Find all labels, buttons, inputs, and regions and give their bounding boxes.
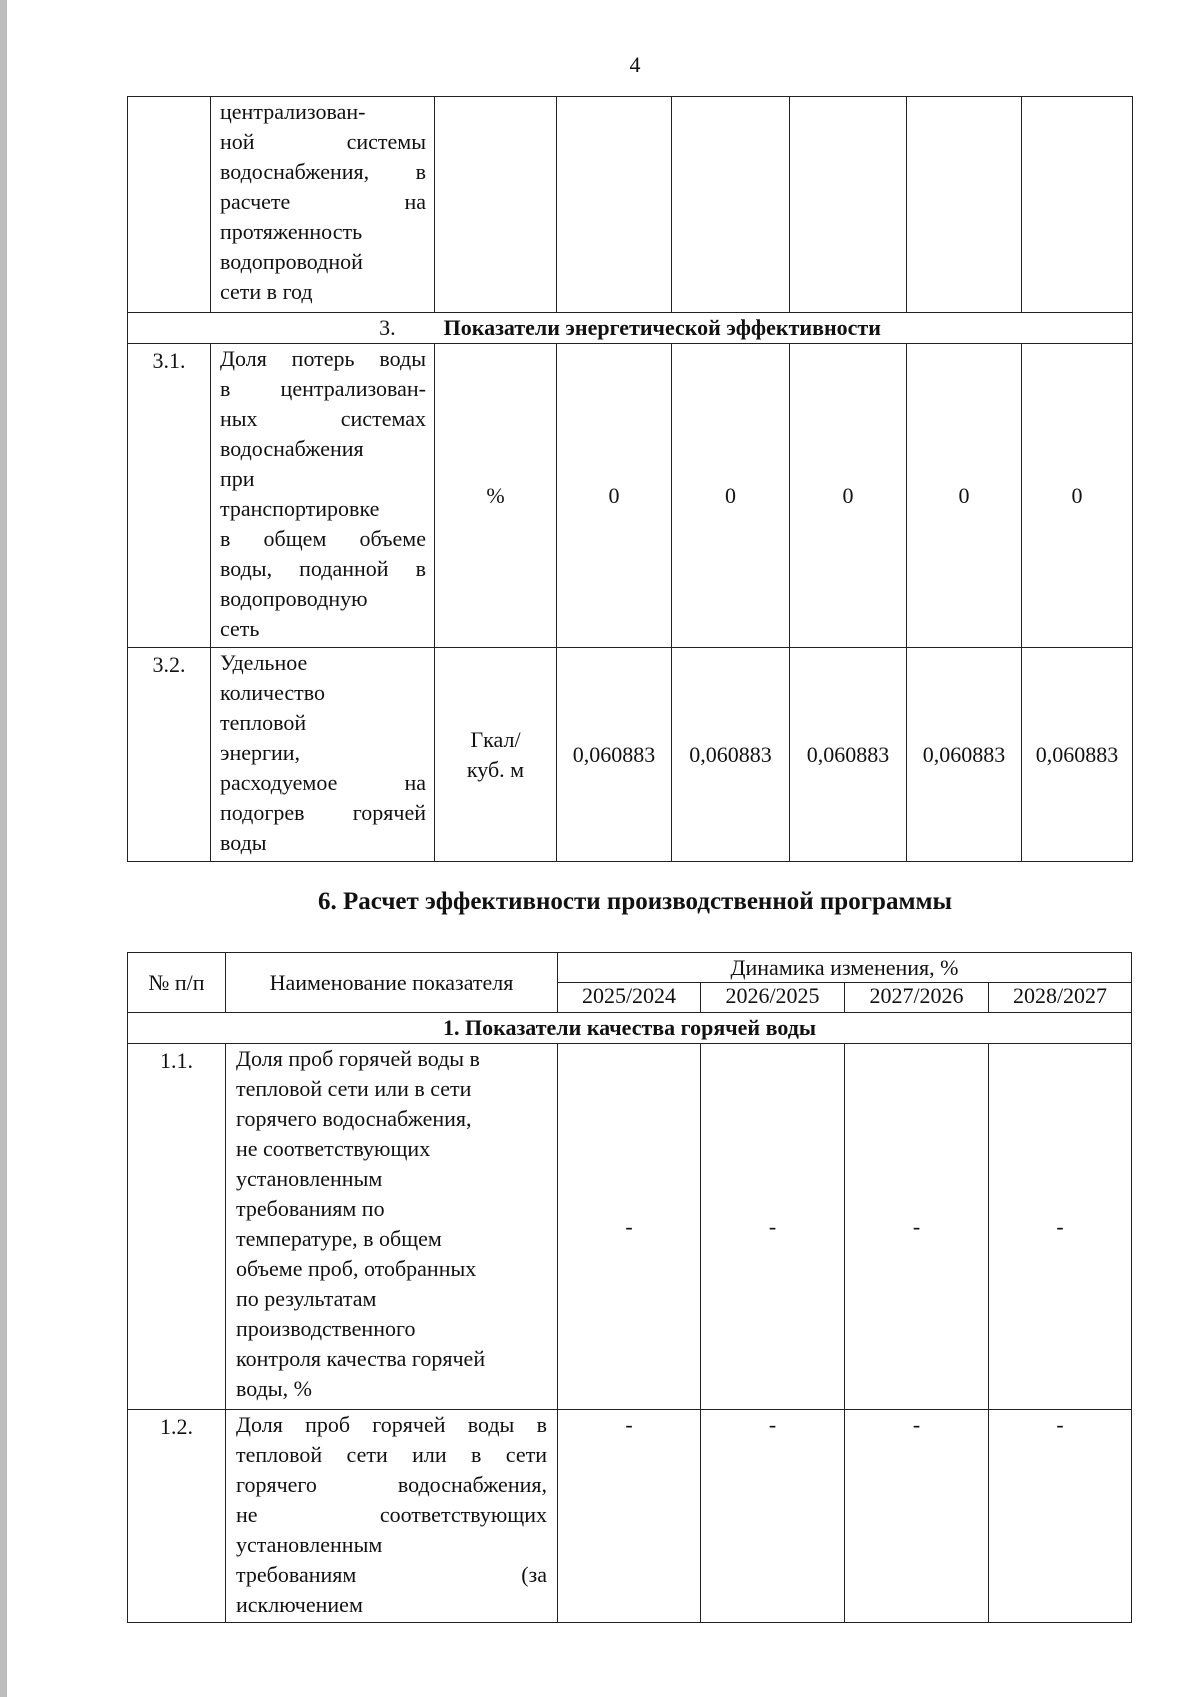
name-line: Удельное — [220, 650, 308, 675]
section-title — [128, 313, 1133, 344]
name-line: водопроводной — [220, 249, 363, 274]
name-line: тепловой сети или в сети — [236, 1076, 472, 1101]
column-header-number: № п/п — [128, 953, 226, 1013]
name-line: тепловой сети или в сети — [236, 1442, 547, 1467]
indicator-name-cell — [211, 97, 435, 313]
value-cell: 0,060883 — [907, 648, 1022, 862]
name-line: воды — [220, 830, 267, 855]
name-line: воды, поданной в — [220, 556, 426, 581]
row-number-cell — [128, 97, 211, 313]
name-line: Доля проб горячей воды в — [236, 1412, 547, 1437]
value-cell: - — [845, 1410, 989, 1623]
unit-cell — [435, 648, 557, 862]
value-cell — [907, 97, 1022, 313]
unit-cell: % — [435, 344, 557, 648]
column-header-year: 2028/2027 — [989, 983, 1132, 1013]
name-line: установленным — [236, 1166, 383, 1191]
name-line: централизован- — [220, 99, 366, 124]
efficiency-table — [127, 952, 1132, 1623]
value-cell: 0 — [672, 344, 790, 648]
indicator-name-cell — [226, 1044, 558, 1410]
column-header-year: 2027/2026 — [845, 983, 989, 1013]
row-number-cell: 3.1. — [128, 344, 211, 648]
name-line: по результатам — [236, 1286, 377, 1311]
indicator-name-cell — [226, 1410, 558, 1623]
name-line: водоснабжения — [220, 436, 364, 461]
name-line: при — [220, 466, 255, 491]
value-cell: 0,060883 — [557, 648, 672, 862]
section-title: 1. Показатели качества горячей воды — [128, 1013, 1132, 1044]
name-line: энергии, — [220, 740, 301, 765]
value-cell: 0,060883 — [1022, 648, 1133, 862]
name-line: ных системах — [220, 406, 426, 431]
name-line: воды, % — [236, 1376, 312, 1401]
name-line: расходуемое на — [220, 770, 426, 795]
indicator-name-cell — [211, 648, 435, 862]
column-header-name: Наименование показателя — [226, 953, 558, 1013]
section-heading: 6. Расчет эффективности производственной программы — [317, 888, 953, 915]
name-line: транспортировке — [220, 496, 380, 521]
name-line: водопроводную — [220, 586, 368, 611]
value-cell: 0 — [907, 344, 1022, 648]
name-line: исключением — [236, 1592, 363, 1617]
value-cell: - — [989, 1044, 1132, 1410]
name-line: требованиям (за — [236, 1562, 547, 1587]
value-cell: - — [701, 1044, 845, 1410]
value-cell: - — [845, 1044, 989, 1410]
unit-line: куб. м — [466, 756, 525, 782]
name-line: протяженность — [220, 219, 363, 244]
name-line: Доля проб горячей воды в — [236, 1046, 480, 1071]
name-line: температуре, в общем — [236, 1226, 442, 1251]
indicator-name-cell — [211, 344, 435, 648]
table-row — [128, 97, 1133, 313]
section-row — [128, 1013, 1132, 1044]
column-header-year: 2025/2024 — [558, 983, 701, 1013]
section-label: Показатели энергетической эффективности — [443, 315, 881, 340]
value-cell: 0 — [1022, 344, 1133, 648]
value-cell: 0 — [790, 344, 907, 648]
name-line: не соответствующих — [236, 1136, 431, 1161]
row-number-cell: 1.1. — [128, 1044, 226, 1410]
value-cell: - — [701, 1410, 845, 1623]
section-number: 3. — [379, 315, 396, 340]
name-line: количество — [220, 680, 326, 705]
name-line: горячего водоснабжения, — [236, 1106, 472, 1131]
column-header-year: 2026/2025 — [701, 983, 845, 1013]
value-cell: - — [989, 1410, 1132, 1623]
table-row — [128, 344, 1133, 648]
name-line: сеть — [220, 616, 260, 641]
unit-line: Гкал/ — [470, 726, 521, 752]
value-cell — [557, 97, 672, 313]
name-line: подогрев горячей — [220, 800, 426, 825]
name-line: производственного — [236, 1316, 416, 1341]
name-line: сети в год — [220, 279, 313, 304]
name-line: расчете на — [220, 189, 426, 214]
section-row — [128, 313, 1133, 344]
value-cell: 0,060883 — [672, 648, 790, 862]
value-cell: 0 — [557, 344, 672, 648]
indicators-table — [127, 96, 1133, 862]
value-cell: - — [558, 1410, 701, 1623]
header-row — [128, 953, 1132, 983]
name-line: в общем объеме — [220, 526, 426, 551]
table-row — [128, 1410, 1132, 1623]
row-number-cell: 1.2. — [128, 1410, 226, 1623]
column-header-dynamics: Динамика изменения, % — [558, 953, 1132, 983]
name-line: контроля качества горячей — [236, 1346, 486, 1371]
name-line: горячего водоснабжения, — [236, 1472, 547, 1497]
unit-cell — [435, 97, 557, 313]
value-cell — [672, 97, 790, 313]
name-line: в централизован- — [220, 376, 426, 401]
name-line: ной системы — [220, 129, 426, 154]
table-row — [128, 1044, 1132, 1410]
page-number: 4 — [629, 52, 641, 77]
name-line: тепловой — [220, 710, 307, 735]
value-cell: 0,060883 — [790, 648, 907, 862]
name-line: требованиям по — [236, 1196, 385, 1221]
row-number-cell: 3.2. — [128, 648, 211, 862]
value-cell: - — [558, 1044, 701, 1410]
name-line: водоснабжения, в — [220, 159, 426, 184]
name-line: установленным — [236, 1532, 383, 1557]
value-cell — [1022, 97, 1133, 313]
name-line: объеме проб, отобранных — [236, 1256, 477, 1281]
table-row — [128, 648, 1133, 862]
name-line: Доля потерь воды — [220, 346, 426, 371]
name-line: не соответствующих — [236, 1502, 547, 1527]
page-edge — [0, 0, 7, 1697]
value-cell — [790, 97, 907, 313]
